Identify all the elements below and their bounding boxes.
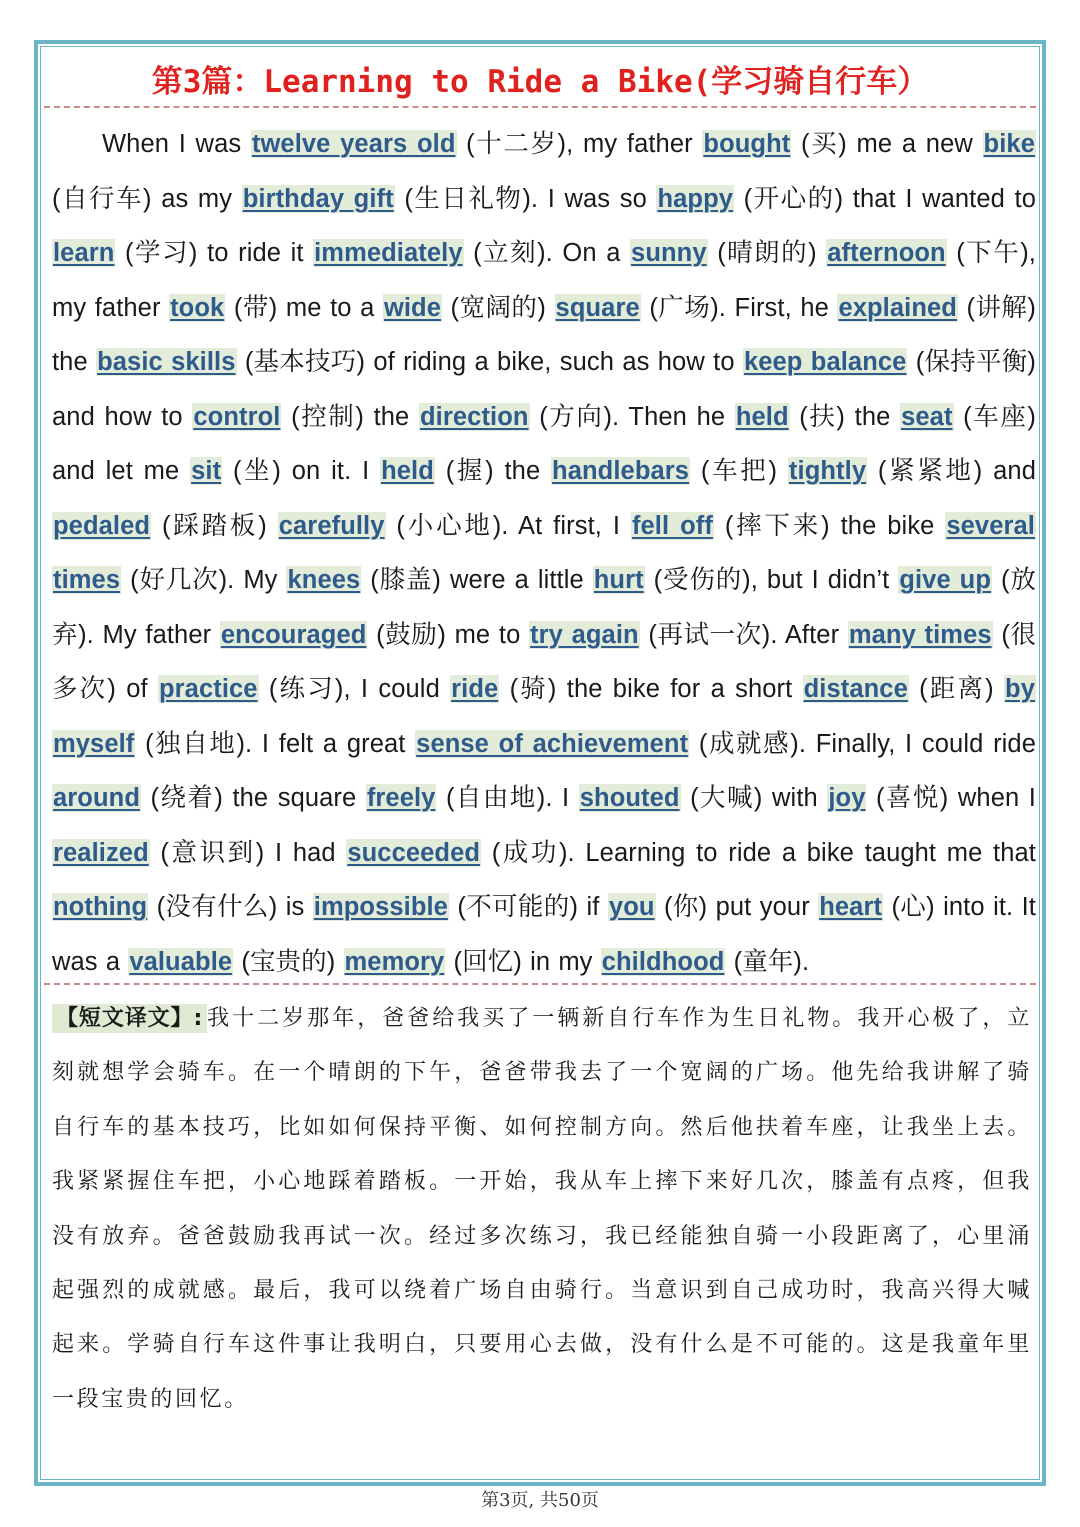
passage-text: (买) me a new xyxy=(791,130,983,158)
passage-text: (晴朗的) xyxy=(707,239,827,267)
vocab-keyword: bought xyxy=(703,130,791,158)
passage-text: (膝盖) were a little xyxy=(361,566,593,594)
vocab-keyword: carefully xyxy=(278,511,385,540)
vocab-keyword: sense of achievement xyxy=(416,729,689,758)
passage-text: and how to xyxy=(52,402,193,431)
passage-text: It was a xyxy=(52,893,1036,976)
vocab-keyword: sunny xyxy=(631,239,707,267)
passage-text: (握) the xyxy=(434,457,552,485)
vocab-keyword: handlebars xyxy=(552,457,690,485)
passage-text: (放弃). My father xyxy=(52,566,1036,649)
vocab-keyword: twelve years old xyxy=(251,130,456,158)
passage-text: (宝贵的) xyxy=(233,947,344,976)
vocab-keyword: try again xyxy=(530,620,639,649)
passage-text: (扶) the xyxy=(789,402,901,431)
vocab-keyword: fell off xyxy=(631,511,713,540)
passage-text: (没有什么) is xyxy=(148,893,313,921)
vocab-keyword: control xyxy=(193,402,281,431)
passage-text: (广场). First, he xyxy=(640,293,838,322)
passage-text: (生日礼物). I was so xyxy=(394,184,657,213)
passage-divider xyxy=(44,983,1036,985)
vocab-keyword: sit xyxy=(191,457,222,485)
vocab-keyword: practice xyxy=(158,675,258,703)
vocab-keyword: many times xyxy=(848,620,992,649)
vocab-keyword: took xyxy=(170,293,225,322)
passage-text: (小心地). At first, I xyxy=(385,511,631,540)
passage-text: (不可能的) if xyxy=(448,893,608,921)
passage-text: (摔下来) the bike xyxy=(713,511,946,540)
passage-text: (宽阔的) xyxy=(442,293,555,322)
vocab-keyword: times xyxy=(53,566,121,594)
vocab-keyword: wide xyxy=(383,293,442,322)
passage-text: (再试一次). After xyxy=(639,620,848,649)
passage-text: (成功). Learning to ride a bike taught me that xyxy=(481,838,1036,867)
passage-text: (鼓励) me to xyxy=(367,620,530,649)
passage-text: (你) put your xyxy=(655,893,819,921)
vocab-keyword: impossible xyxy=(313,893,448,921)
passage-text: (保持平衡) xyxy=(907,348,1037,376)
vocab-keyword: pedaled xyxy=(53,511,151,540)
passage-text: (方向). Then he xyxy=(529,402,735,431)
passage-text: (成就感). Finally, I could ride xyxy=(689,729,1036,758)
passage-text: (很多次) of xyxy=(52,620,1036,703)
passage-text: (控制) the xyxy=(281,402,419,431)
vocab-keyword: childhood xyxy=(601,947,725,976)
article-title: 第3篇：Learning to Ride a Bike(学习骑自行车） xyxy=(151,64,929,100)
vocab-keyword: around xyxy=(53,784,141,812)
vocab-keyword: basic skills xyxy=(97,348,236,376)
vocab-keyword: distance xyxy=(803,675,908,703)
translation-label: 【短文译文】: xyxy=(52,1004,207,1033)
vocab-keyword: happy xyxy=(657,184,734,213)
vocab-keyword: held xyxy=(735,402,789,431)
vocab-keyword: tightly xyxy=(788,457,867,485)
passage-text: (立刻). On a xyxy=(463,239,631,267)
vocab-keyword: knees xyxy=(287,566,361,594)
translation-block xyxy=(52,992,1032,1427)
vocab-keyword: afternoon xyxy=(827,239,946,267)
passage-text xyxy=(992,566,1001,594)
passage-text: (距离) xyxy=(908,675,1005,703)
title-divider xyxy=(44,106,1036,108)
vocab-keyword: shouted xyxy=(579,784,680,812)
passage-text: (回忆) in my xyxy=(445,947,601,976)
passage-text: (喜悦) when I xyxy=(866,784,1036,812)
passage-text: and let me xyxy=(52,457,191,485)
passage-text: (坐) on it. I xyxy=(222,457,381,485)
translation-text: 我十二岁那年，爸爸给我买了一辆新自行车作为生日礼物。我开心极了，立刻就想学会骑车。在一个晴朗的下午，爸爸带我去了一个宽阔的广场。他先给我讲解了骑自行车的基本技巧，比如如何保持平衡、如何控制方向。然后他扶着车座，让我坐上去。我紧紧握住车把，小心地踩着踏板。一开始，我从车上摔下来好几次，膝盖有点疼，但我没有放弃。爸爸鼓励我再试一次。经过多次练习，我已经能独自骑一小段距离了，心里涌起强烈的成就感。最后，我可以绕着广场自由骑行。当意识到自己成功时，我高兴得大喊起来。学骑自行车这件事让我明白，只要用心去做，没有什么是不可能的。这是我童年里一段宝贵的回忆。 xyxy=(52,1006,1032,1412)
vocab-keyword: square xyxy=(555,293,640,322)
vocab-keyword: explained xyxy=(838,293,957,322)
passage-text: (大喊) with xyxy=(680,784,828,812)
passage-text: When I was xyxy=(102,130,251,158)
passage-text: (绕着) the square xyxy=(141,784,366,812)
vocab-keyword: heart xyxy=(819,893,883,921)
vocab-keyword: direction xyxy=(420,402,529,431)
vocab-keyword: keep balance xyxy=(743,348,907,376)
vocab-keyword: by xyxy=(1005,675,1035,703)
passage-text: (受伤的), but I didn’t xyxy=(644,566,899,594)
vocab-keyword: memory xyxy=(344,947,445,976)
vocab-keyword: nothing xyxy=(53,893,148,921)
passage-text: (下午), xyxy=(946,239,1036,267)
vocab-keyword: realized xyxy=(53,838,149,867)
vocab-keyword: held xyxy=(381,457,434,485)
page-number: 第3页, 共50页 xyxy=(481,1490,599,1511)
passage-text: my father xyxy=(52,293,170,322)
passage-text: the xyxy=(52,348,97,376)
vocab-keyword: freely xyxy=(366,784,436,812)
vocab-keyword: joy xyxy=(828,784,866,812)
passage-text: (好几次). My xyxy=(121,566,287,594)
english-passage xyxy=(52,117,1036,989)
passage-text: (心) into it. xyxy=(883,893,1022,921)
vocab-keyword: succeeded xyxy=(347,838,481,867)
passage-text: (自行车) as my xyxy=(52,184,242,213)
passage-text: (童年). xyxy=(725,947,810,976)
vocab-keyword: birthday gift xyxy=(242,184,394,213)
passage-text: (开心的) that I wanted to xyxy=(734,184,1036,213)
passage-text: (独自地). I felt a great xyxy=(135,729,416,758)
vocab-keyword: immediately xyxy=(314,239,463,267)
passage-text: (车座) xyxy=(953,402,1036,431)
vocab-keyword: several xyxy=(946,511,1035,540)
vocab-keyword: give up xyxy=(899,566,992,594)
passage-text xyxy=(993,621,1002,649)
passage-text: (练习), I could xyxy=(258,675,451,703)
passage-text: (紧紧地) and xyxy=(867,457,1036,485)
passage-text: (学习) to ride it xyxy=(115,239,314,267)
vocab-keyword: bike xyxy=(983,130,1035,158)
passage-text: (基本技巧) of riding a bike, such as how to xyxy=(236,348,743,376)
vocab-keyword: hurt xyxy=(593,566,644,594)
passage-text: (骑) the bike for a short xyxy=(499,675,803,703)
vocab-keyword: you xyxy=(608,893,655,921)
passage-text: (自由地). I xyxy=(436,784,579,812)
passage-text: (踩踏板) xyxy=(151,511,278,540)
vocab-keyword: seat xyxy=(901,402,953,431)
vocab-keyword: ride xyxy=(451,675,499,703)
passage-text: (十二岁), my father xyxy=(456,130,703,158)
passage-text: (意识到) I had xyxy=(149,838,347,867)
vocab-keyword: myself xyxy=(53,729,135,758)
vocab-keyword: valuable xyxy=(129,947,233,976)
vocab-keyword: learn xyxy=(53,239,115,267)
passage-text: (讲解) xyxy=(957,293,1036,322)
vocab-keyword: encouraged xyxy=(220,620,367,649)
passage-text: (带) me to a xyxy=(225,293,383,322)
passage-text: (车把) xyxy=(690,457,788,485)
